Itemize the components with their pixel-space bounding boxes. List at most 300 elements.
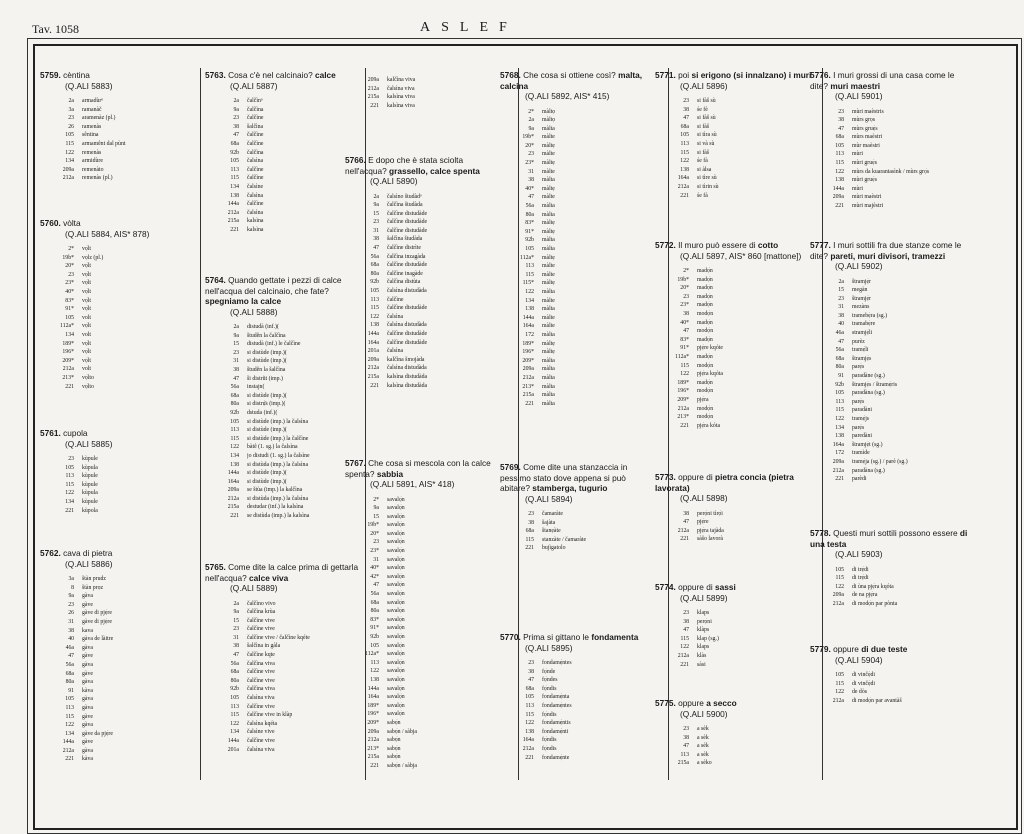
dialect-form: čalsìna viva (247, 746, 275, 753)
response-row (205, 746, 360, 755)
question-section (655, 698, 815, 768)
response-row (205, 149, 360, 158)
dialect-form: modọ̀n (697, 310, 714, 317)
question-section (655, 70, 815, 200)
response-row (655, 353, 815, 362)
response-row (205, 677, 360, 686)
response-row (40, 97, 195, 106)
question-prompt: vòlta (63, 218, 81, 228)
locality-code: 92b (230, 149, 239, 156)
dialect-form: čalsìna (247, 192, 264, 199)
dialect-form: màlta (542, 383, 555, 390)
response-row (655, 609, 815, 618)
response-row (40, 618, 195, 627)
locality-code: 115 (230, 175, 239, 182)
locality-code: 47 (528, 677, 534, 684)
question-prompt: poi (678, 70, 690, 80)
dialect-form: savalọ̀n (387, 685, 405, 692)
response-row (345, 633, 505, 642)
dialect-form: šalčìna študàda (387, 236, 423, 243)
locality-code: 122 (525, 720, 534, 727)
question-section (810, 240, 968, 484)
dialect-form: si àlsa (697, 166, 712, 173)
locality-code: 144a (227, 470, 239, 477)
dialect-form: si và sù (697, 140, 715, 147)
dialect-form: ramanàč (82, 106, 102, 113)
locality-code: 23 (233, 349, 239, 356)
question-section (500, 70, 655, 408)
response-row (345, 676, 505, 685)
dialect-form: fọ̀ndis (542, 737, 557, 744)
response-row (655, 166, 815, 175)
response-row (345, 530, 505, 539)
dialect-form: śe fè (697, 106, 708, 113)
dialect-form: čalčìna krùa (247, 609, 276, 616)
locality-code: 138 (230, 461, 239, 468)
dialect-form: sḗntina (82, 132, 99, 139)
dialect-form: dstuda (inf.)( (247, 409, 278, 416)
question-keyword: pareti, muri divisori, tramezzi (830, 250, 946, 261)
dialect-form: màlta (542, 203, 555, 210)
locality-code: 113 (370, 296, 379, 303)
locality-code: 134 (525, 297, 534, 304)
dialect-form: màltọ (542, 117, 556, 124)
response-row (40, 609, 195, 618)
response-row (810, 176, 968, 185)
response-row (205, 400, 360, 409)
dialect-form: gàva (82, 644, 93, 651)
question-text (500, 70, 655, 91)
locality-code: 68a (525, 528, 534, 535)
question-prompt: oppure di (678, 472, 713, 482)
question-section (810, 70, 968, 211)
locality-code: 221 (370, 382, 379, 389)
locality-code: 23 (528, 511, 534, 517)
locality-code: 221 (370, 762, 379, 769)
locality-code: 105 (65, 132, 74, 139)
response-row (500, 254, 655, 263)
response-row (40, 678, 195, 687)
question-text (655, 240, 815, 251)
dialect-form: čalsìna kqéta (247, 720, 278, 727)
dialect-form: štramjẹ́s (852, 355, 872, 362)
locality-code: 189* (367, 702, 379, 709)
response-list (655, 609, 815, 669)
response-row (655, 725, 815, 734)
dialect-form: di trẹ́di (852, 566, 869, 573)
locality-code: 215a (227, 504, 239, 511)
response-row (500, 400, 655, 409)
question-reference: (Q.ALI 5900) (680, 708, 728, 719)
question-reference: (Q.ALI 5885) (65, 438, 113, 449)
dialect-form: štanẹàte (542, 528, 561, 535)
dialect-form: mùrs grọs (852, 117, 876, 124)
question-text (345, 458, 505, 479)
question-number: 5768. (500, 70, 521, 80)
dialect-form: kàva (82, 756, 93, 763)
dialect-form: màlte (542, 151, 555, 158)
locality-code: 46a (65, 644, 74, 651)
response-row (500, 659, 655, 668)
locality-code: 20* (65, 263, 74, 270)
response-row (205, 200, 360, 209)
question-keyword: di due teste (861, 644, 908, 654)
locality-code: 9a (68, 593, 74, 600)
locality-code: 20* (680, 285, 689, 292)
response-row (810, 363, 968, 372)
dialect-form: madọ̀n (697, 285, 713, 292)
locality-code: 23* (525, 160, 534, 167)
locality-code: 20* (525, 142, 534, 149)
response-row (810, 133, 968, 142)
question-prompt: Prima si gittano le (523, 632, 590, 642)
response-row (810, 142, 968, 151)
dialect-form: fọ̀ndis (542, 711, 557, 718)
response-row (655, 362, 815, 371)
question-section (40, 428, 195, 515)
dialect-form: di modọ̀n par pònta (852, 600, 898, 607)
locality-code: 212a (62, 175, 74, 182)
question-section (655, 582, 815, 669)
response-row (205, 349, 360, 358)
response-row (205, 685, 360, 694)
response-row (655, 422, 815, 431)
response-row (655, 192, 815, 201)
dialect-form: tramabẹ́re (852, 321, 876, 328)
response-row (205, 157, 360, 166)
question-text (205, 562, 360, 583)
response-row (205, 123, 360, 132)
locality-code: 80a (835, 364, 844, 371)
locality-code: 122 (835, 689, 844, 696)
response-row (205, 694, 360, 703)
dialect-form: di ùna pjẹ̀ra kqóta (852, 583, 894, 590)
locality-code: 138 (525, 306, 534, 313)
locality-code: 38 (528, 177, 534, 184)
dialect-form: gàva de làitre (82, 636, 114, 643)
locality-code: 23 (838, 295, 844, 302)
dialect-form: màltẹ (542, 220, 555, 227)
response-row (40, 644, 195, 653)
dialect-form: fondamẹ́ntes (542, 702, 572, 709)
question-reference: (Q.ALI 5896) (680, 80, 728, 91)
locality-code: 56a (230, 384, 239, 391)
dialect-form: čalsìna (247, 158, 264, 165)
dialect-form: de dòs (852, 689, 867, 696)
locality-code: 115 (835, 575, 844, 582)
locality-code: 19b* (677, 276, 689, 283)
question-prompt: cava di pietra (63, 548, 113, 558)
response-row (345, 556, 505, 565)
locality-code: 164a (677, 175, 689, 182)
response-row (40, 738, 195, 747)
locality-code: 56a (835, 347, 844, 354)
response-list (205, 323, 360, 521)
response-row (40, 365, 195, 374)
locality-code: 213* (367, 745, 379, 752)
response-row (345, 227, 505, 236)
question-prompt: I muri sottili fra due stanze come le dite? (810, 240, 962, 261)
question-section (500, 632, 655, 762)
locality-code: 209a (367, 77, 379, 83)
locality-code: 23* (680, 302, 689, 309)
locality-code: 138 (370, 322, 379, 329)
locality-code: 138 (230, 192, 239, 199)
dialect-form: čalčìne vive (247, 677, 275, 684)
response-row (500, 176, 655, 185)
response-row (205, 323, 360, 332)
response-row (655, 123, 815, 132)
response-row (345, 339, 505, 348)
locality-code: 105 (230, 158, 239, 165)
locality-code: 212a (832, 467, 844, 474)
dialect-form: mùri maèstris (852, 108, 884, 115)
locality-code: 138 (680, 166, 689, 173)
dialect-form: vọ̀lto (82, 383, 94, 390)
locality-code: 122 (525, 288, 534, 295)
dialect-form: màlte (542, 194, 555, 201)
dialect-form: si distùde (imp.)( (247, 349, 287, 356)
question-number: 5776. (810, 70, 831, 80)
locality-code: 144a (227, 201, 239, 208)
dialect-form: màlta (542, 288, 555, 295)
question-keyword: malta, calcina (500, 70, 643, 91)
response-row (810, 415, 968, 424)
response-list (810, 566, 968, 609)
dialect-form: čalčìna (247, 106, 264, 113)
response-row (810, 312, 968, 321)
dialect-form: savalọ̀n (387, 616, 405, 623)
locality-code: 112a* (365, 651, 379, 658)
locality-code: 31 (68, 618, 74, 625)
dialect-form: modọ̀n (697, 405, 714, 412)
locality-code: 47 (68, 653, 74, 660)
response-row (40, 262, 195, 271)
locality-code: 40 (838, 321, 844, 328)
dialect-form: mùrs maèstri (852, 134, 883, 141)
dialect-form: gàva (82, 593, 93, 600)
response-row (345, 599, 505, 608)
response-row (500, 527, 655, 536)
question-prompt: oppure di (678, 582, 713, 592)
response-row (810, 398, 968, 407)
locality-code: 46a (835, 330, 844, 337)
question-text (810, 528, 968, 549)
question-section (655, 472, 815, 544)
locality-code: 209a (832, 592, 844, 599)
question-keyword: si erigono (si innalzano) i muri (691, 70, 812, 80)
dialect-form: distudà (inf.) le čalčìne (247, 341, 301, 348)
question-text (655, 582, 815, 593)
locality-code: 164a (522, 323, 534, 330)
response-row (205, 728, 360, 737)
dialect-form: armidùre (82, 158, 103, 165)
dialect-form: a sèk (697, 734, 709, 741)
dialect-form: fọ̀ndis (542, 685, 557, 692)
response-row (810, 286, 968, 295)
dialect-form: čalčìne vive in klàp (247, 712, 293, 719)
locality-code: 80a (525, 211, 534, 218)
locality-code: 134 (65, 730, 74, 737)
response-row (655, 114, 815, 123)
locality-code: 19b* (522, 134, 534, 141)
locality-code: 105 (525, 246, 534, 252)
dialect-form: vọ̀lto (82, 374, 94, 381)
locality-code: 38 (683, 734, 689, 741)
response-row (810, 320, 968, 329)
response-row (810, 125, 968, 134)
response-row (345, 710, 505, 719)
locality-code: 212a (227, 209, 239, 216)
response-list (205, 600, 360, 755)
locality-code: 209a (367, 356, 379, 363)
locality-code: 40* (680, 319, 689, 326)
response-row (810, 202, 968, 211)
response-row (655, 379, 815, 388)
locality-code: 212a (227, 495, 239, 502)
dialect-form: šalčìna (247, 123, 264, 130)
response-row (345, 547, 505, 556)
column-divider (200, 68, 201, 780)
response-row (810, 168, 968, 177)
question-keyword: a secco (706, 698, 737, 708)
locality-code: 23* (370, 548, 379, 555)
response-row (655, 293, 815, 302)
dialect-form: parẹ́s (852, 398, 865, 405)
locality-code: 221 (680, 536, 689, 543)
dialect-form: čalčìne vive / čalčìne kqéte (247, 634, 310, 641)
dialect-form: màltẹ (542, 340, 555, 347)
question-reference: (Q.ALI 5895) (525, 642, 573, 653)
response-row (205, 426, 360, 435)
response-row (40, 721, 195, 730)
dialect-form: vọ̀lt (82, 340, 92, 347)
locality-code: 105 (525, 694, 534, 701)
locality-code: 164a (367, 339, 379, 346)
locality-code: 23 (683, 98, 689, 104)
locality-code: 19b* (62, 254, 74, 261)
response-row (810, 278, 968, 287)
dialect-form: kalsìna viva (387, 94, 415, 101)
locality-code: 212a (367, 85, 379, 92)
locality-code: 221 (835, 203, 844, 210)
dialect-form: čalsìna viva (247, 695, 275, 702)
response-row (810, 600, 968, 609)
dialect-form: di vinčẹ́di (852, 672, 876, 678)
locality-code: 23* (65, 280, 74, 287)
locality-code: 138 (525, 728, 534, 735)
question-prompt: Che cosa si mescola con la calce spenta? (345, 458, 491, 479)
dialect-form: gàve di pjẹ́re (82, 618, 112, 625)
locality-code: 19b* (367, 522, 379, 529)
response-row (500, 193, 655, 202)
dialect-form: perọ́ni tìrọ̀i (697, 510, 723, 517)
response-row (500, 348, 655, 357)
locality-code: 138 (835, 433, 844, 440)
locality-code: 92b (230, 686, 239, 693)
dialect-form: kùpule (82, 456, 98, 462)
response-row (345, 573, 505, 582)
locality-code: 122 (65, 149, 74, 156)
locality-code: 134 (835, 424, 844, 431)
question-text (40, 70, 195, 81)
locality-code: 209a (227, 487, 239, 494)
response-row (345, 728, 505, 737)
locality-code: 68a (370, 599, 379, 606)
locality-code: 115 (65, 481, 74, 488)
response-row (40, 584, 195, 593)
dialect-form: kùpule (82, 481, 98, 488)
locality-code: 105 (65, 314, 74, 321)
response-row (205, 469, 360, 478)
dialect-form: gàve di pjẹ́re (82, 610, 112, 617)
locality-code: 83* (65, 297, 74, 304)
dialect-form: distudà (inf.)( (247, 324, 279, 330)
dialect-form: màlta (542, 357, 555, 364)
locality-code: 2* (68, 246, 74, 252)
dialect-form: a sèko (697, 760, 712, 767)
question-number: 5764. (205, 275, 226, 285)
dialect-form: klàs (697, 652, 707, 659)
response-row (345, 607, 505, 616)
response-row (40, 747, 195, 756)
column-4 (500, 70, 655, 782)
dialect-form: màltẹ (542, 228, 555, 235)
dialect-form: màlte (542, 263, 555, 270)
response-row (345, 513, 505, 522)
response-row (205, 660, 360, 669)
dialect-form: čalsìna distudàda (387, 322, 427, 329)
dialect-form: sabọ̀n / sàbja (387, 762, 417, 769)
locality-code: 164a (522, 737, 534, 744)
locality-code: 221 (525, 545, 534, 552)
response-row (655, 742, 815, 751)
question-number: 5774. (655, 582, 676, 592)
response-row (500, 159, 655, 168)
locality-code: 221 (680, 192, 689, 199)
dialect-form: fondamẹ́nta (542, 694, 570, 701)
response-row (205, 217, 360, 226)
question-reference: (Q.ALI 5897, AIS* 860 [mattone]) (680, 250, 802, 261)
response-row (810, 406, 968, 415)
response-row (810, 372, 968, 381)
locality-code: 215a (522, 392, 534, 399)
response-list (810, 108, 968, 211)
dialect-form: savalọ̀n (387, 634, 405, 640)
locality-code: 38 (528, 519, 534, 526)
response-row (40, 755, 195, 764)
locality-code: 122 (835, 168, 844, 175)
dialect-form: madọ̀n (697, 336, 713, 343)
dialect-form: čalčìne distudàde (387, 227, 428, 234)
dialect-form: gàva (82, 704, 93, 711)
dialect-form: savalọ̀n (387, 625, 405, 632)
locality-code: 112a* (60, 323, 74, 330)
dialect-form: štramjẹ́r (852, 295, 871, 302)
locality-code: 40 (68, 636, 74, 643)
response-list (655, 510, 815, 544)
dialect-form: paradàni (852, 407, 872, 414)
question-reference: (Q.ALI 5903) (835, 549, 883, 559)
question-prompt: cèntina (63, 70, 90, 80)
response-row (655, 405, 815, 414)
response-row (655, 336, 815, 345)
dialect-form: di vinčẹ́di (852, 680, 876, 687)
dialect-form: volt (82, 331, 92, 338)
response-row (205, 703, 360, 712)
dialect-form: čalčìne vive (247, 738, 275, 744)
response-row (810, 574, 968, 583)
